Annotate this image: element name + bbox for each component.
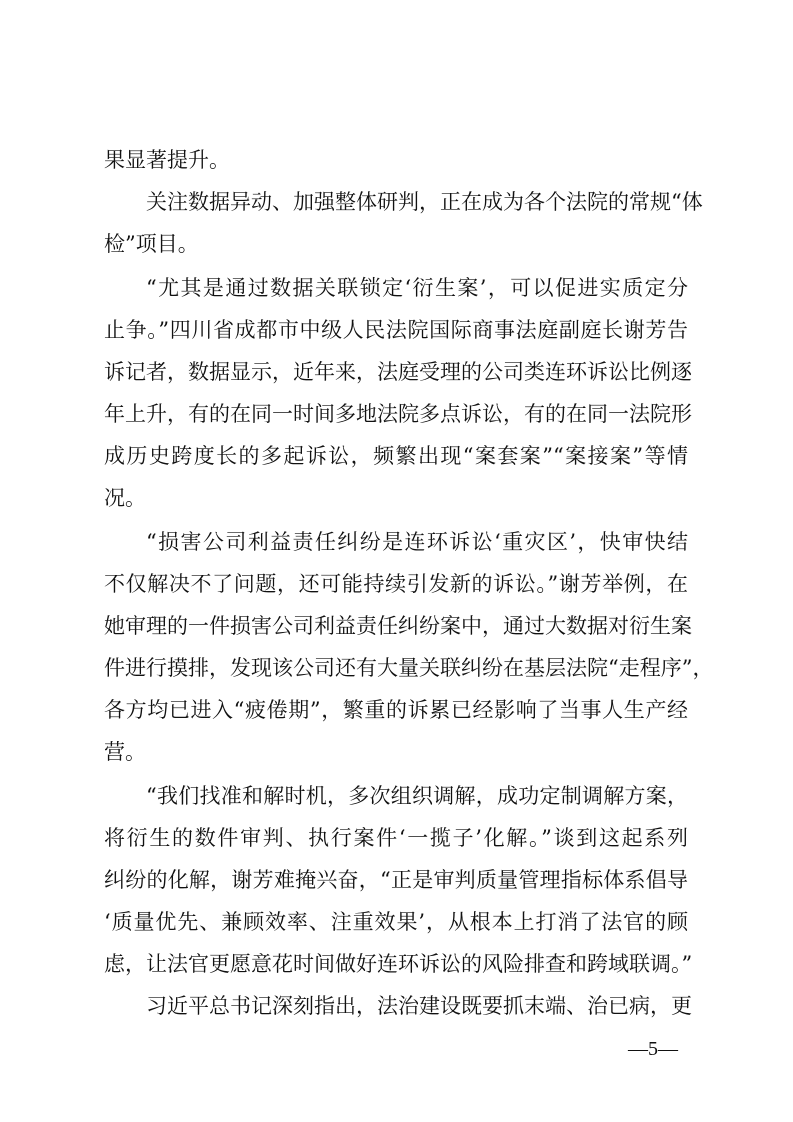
text-line: 她审理的一件损害公司利益责任纠纷案中，通过大数据对衍生案	[104, 614, 692, 638]
text-line: 将衍生的数件审判、执行案件‘一揽子’化解。”谈到这起系列	[104, 826, 688, 850]
text-line: 各方均已进入“疲倦期”，繁重的诉累已经影响了当事人生产经	[104, 698, 688, 722]
text-line: 关注数据异动、加强整体研判，正在成为各个法院的常规“体	[146, 190, 703, 214]
text-line: 止争。”四川省成都市中级人民法院国际商事法庭副庭长谢芳告	[104, 318, 688, 342]
text-line: “我们找准和解时机，多次组织调解，成功定制调解方案，	[146, 784, 688, 808]
text-line: 果显著提升。	[104, 148, 230, 172]
text-line: “损害公司利益责任纠纷是连环诉讼‘重灾区’，快审快结	[146, 530, 688, 554]
text-line: 营。	[104, 740, 146, 764]
text-line: ‘质量优先、兼顾效率、注重效果’，从根本上打消了法官的顾	[104, 910, 688, 934]
text-line: 件进行摸排，发现该公司还有大量关联纠纷在基层法院“走程序”，	[104, 656, 714, 680]
text-line: “尤其是通过数据关联锁定‘衍生案’，可以促进实质定分	[146, 276, 688, 300]
text-line: 纠纷的化解，谢芳难掩兴奋，“正是审判质量管理指标体系倡导	[104, 868, 688, 892]
text-line: 况。	[104, 486, 146, 510]
page-number: —5—	[628, 1038, 678, 1060]
text-line: 虑，让法官更愿意花时间做好连环诉讼的风险排查和跨域联调。”	[104, 952, 693, 976]
text-line: 诉记者，数据显示，近年来，法庭受理的公司类连环诉讼比例逐	[104, 360, 692, 384]
text-line: 年上升，有的在同一时间多地法院多点诉讼，有的在同一法院形	[104, 402, 692, 426]
text-line: 检”项目。	[104, 232, 199, 256]
text-line: 成历史跨度长的多起诉讼，频繁出现“案套案”“案接案”等情	[104, 444, 688, 468]
text-line: 习近平总书记深刻指出，法治建设既要抓末端、治已病，更	[146, 994, 692, 1018]
text-line: 不仅解决不了问题，还可能持续引发新的诉讼。”谢芳举例，在	[104, 572, 688, 596]
